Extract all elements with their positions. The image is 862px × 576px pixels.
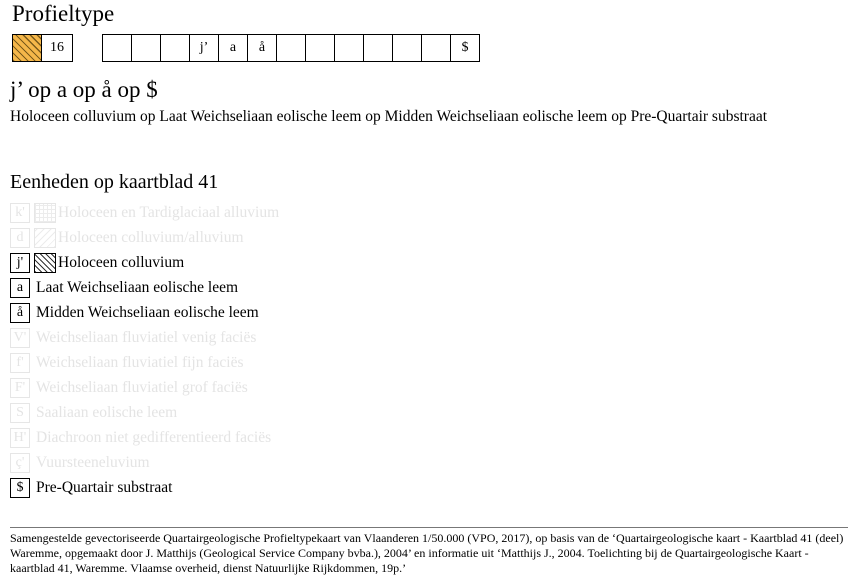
unit-legend-item	[10, 477, 172, 499]
profile-color-swatch	[12, 34, 42, 62]
profile-cell: å	[247, 34, 277, 62]
unit-label: Diachroon niet gedifferentieerd faciës	[36, 429, 272, 446]
unit-label: Vuursteeneluvium	[36, 454, 150, 471]
profile-cell: j’	[189, 34, 219, 62]
unit-legend-item	[10, 352, 243, 374]
unit-label: Holoceen colluvium/alluvium	[58, 229, 244, 246]
unit-label: Holoceen en Tardiglaciaal alluvium	[58, 204, 280, 221]
unit-pattern-swatch	[34, 228, 56, 248]
profile-cell	[392, 34, 422, 62]
unit-code: S	[10, 403, 30, 423]
unit-code: å	[10, 303, 30, 323]
unit-label: Pre-Quartair substraat	[36, 479, 173, 496]
unit-pattern-swatch	[34, 253, 56, 273]
footer-source-text: Samengestelde gevectoriseerde Quartairgeologische Profieltypekaart van Vlaanderen 1/50.000 (VPO, 2017), op basis van de ‘Quartairgeologische kaart - Kaartblad 41 (deel) Waremme, opgemaakt door J. Matthijs (Geological Service Company bvba.), 2004’ en informatie uit ‘Matthijs J., 2004. Toelichting bij de Quartairgeologische Kaart - kaartblad 41, Waremme. Vlaamse overheid, dienst Natuurlijke Rijkdommen, 19p.’	[10, 531, 844, 575]
unit-legend-item	[10, 402, 177, 424]
unit-legend-item	[10, 302, 259, 324]
unit-legend-item	[10, 277, 238, 299]
profile-description: Holoceen colluvium op Laat Weichseliaan eolische leem op Midden Weichseliaan eolische leem op Pre-Quartair substraat	[10, 108, 768, 125]
profile-cell	[305, 34, 335, 62]
unit-legend-item	[10, 202, 279, 224]
unit-legend-item	[10, 452, 150, 474]
unit-pattern-swatch	[34, 203, 56, 223]
profile-cell	[421, 34, 451, 62]
profile-cell: $	[450, 34, 480, 62]
unit-legend-item	[10, 427, 271, 449]
profile-layer-cells	[102, 34, 480, 62]
unit-code: H'	[10, 428, 30, 448]
unit-label: Holoceen colluvium	[58, 254, 185, 271]
unit-label: Weichseliaan fluviatiel venig faciës	[36, 329, 257, 346]
unit-label: Laat Weichseliaan eolische leem	[36, 279, 239, 296]
unit-legend-item	[10, 377, 248, 399]
unit-code: $	[10, 478, 30, 498]
unit-label: Saaliaan eolische leem	[36, 404, 178, 421]
unit-legend-item	[10, 227, 244, 249]
profile-cell	[276, 34, 306, 62]
profile-cell	[102, 34, 132, 62]
units-title: Eenheden op kaartblad 41	[10, 171, 219, 193]
unit-label: Midden Weichseliaan eolische leem	[36, 304, 259, 321]
unit-code: f'	[10, 353, 30, 373]
unit-legend-item	[10, 252, 184, 274]
unit-code: k'	[10, 203, 30, 223]
unit-label: Weichseliaan fluviatiel fijn faciës	[36, 354, 244, 371]
unit-label: Weichseliaan fluviatiel grof faciës	[36, 379, 248, 396]
profile-cell	[160, 34, 190, 62]
profile-number: 16	[42, 34, 73, 62]
profile-title: Profieltype	[12, 1, 115, 26]
unit-code: V'	[10, 328, 30, 348]
profile-code: j’ op a op å op $	[10, 77, 158, 102]
profile-cell	[334, 34, 364, 62]
unit-code: F'	[10, 378, 30, 398]
unit-code: j'	[10, 253, 30, 273]
footer-divider	[10, 527, 848, 528]
unit-code: ç'	[10, 453, 30, 473]
profile-cell	[131, 34, 161, 62]
profile-cell: a	[218, 34, 248, 62]
unit-code: d	[10, 228, 30, 248]
unit-code: a	[10, 278, 30, 298]
unit-legend-item	[10, 327, 256, 349]
profile-cell	[363, 34, 393, 62]
